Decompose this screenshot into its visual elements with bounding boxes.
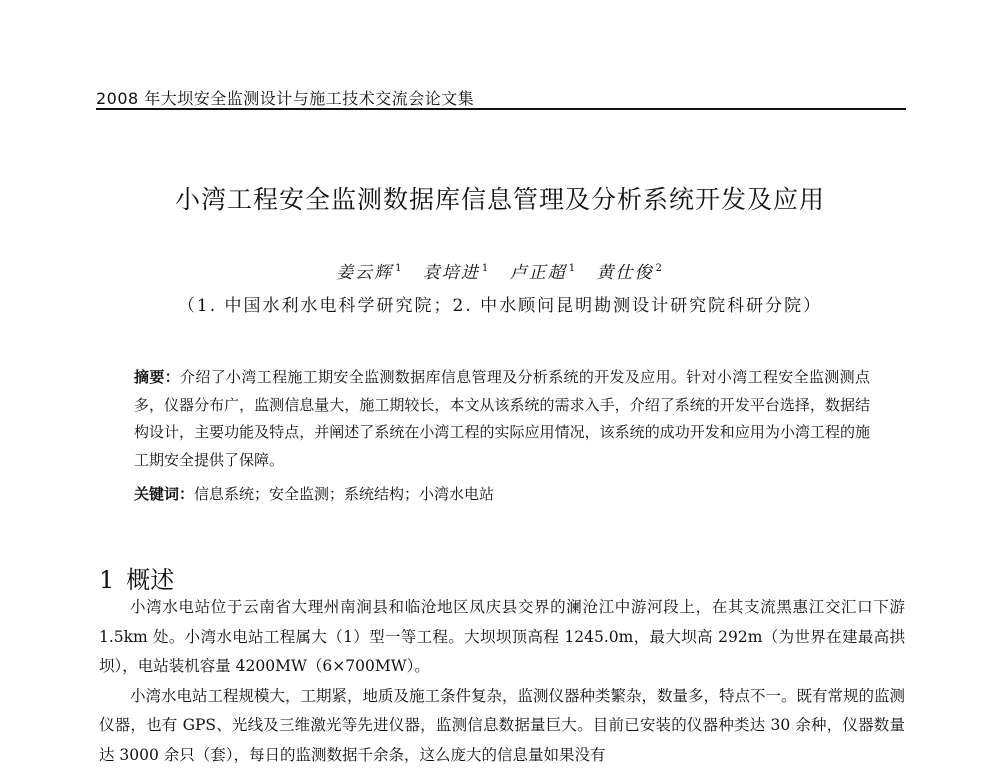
body-paragraph: 小湾水电站工程规模大，工期紧，地质及施工条件复杂，监测仪器种类繁杂，数量多，特点不一。既有常规的监测仪器，也有 GPS、光线及三维激光等先进仪器，监测信息数据量巨大。目前已安装的仪器种类达 30 余种，仪器数量达 3000 余只（套），每日的监测数据千余条，这么庞大的信息量如果没有 [99, 682, 905, 770]
section-body [99, 593, 905, 770]
body-paragraph: 小湾水电站位于云南省大理州南涧县和临沧地区凤庆县交界的澜沧江中游河段上，在其支流黑惠江交汇口下游 1.5km 处。小湾水电站工程属大（1）型一等工程。大坝坝顶高程 1245.0m，最大坝高 292m（为世界在建最高拱坝），电站装机容量 4200MW（6×700MW）。 [99, 593, 905, 682]
author-list [0, 258, 1000, 283]
affiliations: （1. 中国水利水电科学研究院；2. 中水顾问昆明勘测设计研究院科研分院） [0, 291, 1000, 316]
keywords [134, 481, 870, 508]
author-affiliation-marker: 1 [395, 263, 403, 274]
section-number: 1 [99, 566, 114, 594]
section-heading [99, 560, 174, 595]
abstract-label: 摘要： [134, 368, 180, 386]
author [336, 263, 403, 283]
author [596, 263, 663, 283]
paper-title: 小湾工程安全监测数据库信息管理及分析系统开发及应用 [0, 180, 1000, 216]
author [423, 263, 490, 283]
author-name: 黄仕俊 [596, 263, 653, 283]
running-header: 2008 年大坝安全监测设计与施工技术交流会论文集 [96, 86, 906, 111]
keywords-label: 关键词： [134, 485, 194, 503]
header-rule [96, 108, 906, 110]
author-name: 卢正超 [510, 263, 567, 283]
abstract [134, 364, 870, 474]
author-affiliation-marker: 2 [655, 263, 663, 274]
author [510, 263, 577, 283]
author-name: 姜云辉 [336, 263, 393, 283]
author-affiliation-marker: 1 [569, 263, 577, 274]
author-affiliation-marker: 1 [482, 263, 490, 274]
abstract-text: 介绍了小湾工程施工期安全监测数据库信息管理及分析系统的开发及应用。针对小湾工程安全监测测点多，仪器分布广，监测信息量大，施工期较长，本文从该系统的需求入手，介绍了系统的开发平台选择，数据结构设计，主要功能及特点，并阐述了系统在小湾工程的实际应用情况，该系统的成功开发和应用为小湾工程的施工期安全提供了保障。 [134, 368, 870, 469]
keywords-text: 信息系统；安全监测；系统结构；小湾水电站 [194, 485, 494, 503]
author-name: 袁培进 [423, 263, 480, 283]
section-title: 概述 [126, 566, 174, 594]
